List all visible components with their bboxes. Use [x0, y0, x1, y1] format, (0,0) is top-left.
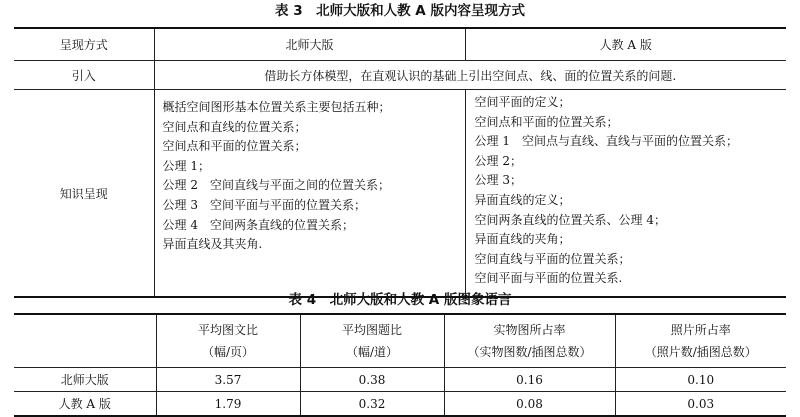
rj-line: 异面直线的定义；: [474, 192, 571, 207]
row-value: 0.03: [615, 392, 786, 417]
table4-header-corner: [14, 314, 156, 368]
table3-intro-label: 引入: [14, 61, 154, 90]
table-row: [14, 368, 786, 392]
bsd-line: 空间点和平面的位置关系；: [162, 139, 307, 154]
table3-knowledge-row: [14, 90, 786, 298]
table3-rj-list: [465, 90, 786, 298]
row-value: 0.08: [444, 392, 615, 417]
table3-bsd-list: [154, 90, 465, 298]
table4-caption: 表 4 北师大版和人教 A 版图象语言: [288, 292, 512, 308]
bsd-line: 空间点和直线的位置关系；: [162, 119, 307, 134]
row-value: 0.10: [615, 368, 786, 392]
bsd-line: 概括空间图形基本位置关系主要包括五种；: [162, 100, 391, 114]
header-main: 照片所占率: [670, 323, 731, 337]
rj-line: 空间平面的定义；: [474, 95, 571, 109]
bsd-line: 异面直线及其夹角.: [162, 237, 263, 252]
rj-line: 公理 2；: [474, 153, 522, 168]
rj-line: 公理 3；: [474, 173, 522, 188]
table3-header-row: [14, 28, 786, 61]
header-main: 实物图所占率: [493, 323, 566, 337]
table-row: [14, 392, 786, 417]
bsd-line: 公理 2 空间直线与平面之间的位置关系；: [162, 178, 390, 193]
table4-header-cell: [615, 314, 786, 368]
row-name: 北师大版: [14, 368, 156, 392]
header-main: 平均图题比: [341, 323, 402, 337]
table3-knowledge-label: 知识呈现: [14, 90, 154, 298]
table4: [14, 313, 786, 417]
header-sub: （照片数/插图总数）: [644, 345, 757, 359]
header-sub: （幅/页）: [201, 345, 255, 359]
table3: [14, 27, 786, 298]
rj-line: 空间直线与平面的位置关系；: [474, 251, 631, 266]
table3-header-bsd: 北师大版: [154, 28, 465, 61]
rj-line: 空间点和平面的位置关系；: [474, 114, 619, 129]
bsd-line: 公理 3 空间平面与平面的位置关系；: [162, 197, 366, 212]
table3-header-method: 呈现方式: [59, 38, 108, 52]
bsd-line: 公理 4 空间两条直线的位置关系；: [162, 217, 354, 232]
row-value: 0.32: [300, 392, 444, 417]
header-sub: （幅/道）: [345, 345, 399, 359]
table3-header-rj: 人教 A 版: [465, 28, 786, 61]
rj-line: 公理 1 空间点与直线、直线与平面的位置关系；: [474, 134, 738, 149]
table3-caption: 表 3 北师大版和人教 A 版内容呈现方式: [275, 3, 525, 19]
row-value: 0.16: [444, 368, 615, 392]
table4-header-cell: [156, 314, 300, 368]
rj-line: 空间平面与平面的位置关系.: [474, 271, 623, 286]
row-value: 3.57: [156, 368, 300, 392]
row-value: 0.38: [300, 368, 444, 392]
bsd-line: 公理 1；: [162, 158, 210, 173]
table3-intro-row: [14, 61, 786, 90]
rj-line: 异面直线的夹角；: [474, 232, 571, 247]
rj-line: 空间两条直线的位置关系、公理 4；: [474, 212, 666, 227]
table4-header-cell: [444, 314, 615, 368]
row-name: 人教 A 版: [14, 392, 156, 417]
row-value: 1.79: [156, 392, 300, 417]
header-sub: （实物图数/插图总数）: [467, 345, 592, 359]
table3-intro-text: 借助长方体模型，在直观认识的基础上引出空间点、线、面的位置关系的问题.: [154, 61, 786, 90]
table4-header-cell: [300, 314, 444, 368]
header-main: 平均图文比: [197, 323, 258, 337]
table4-header-row: [14, 314, 786, 368]
